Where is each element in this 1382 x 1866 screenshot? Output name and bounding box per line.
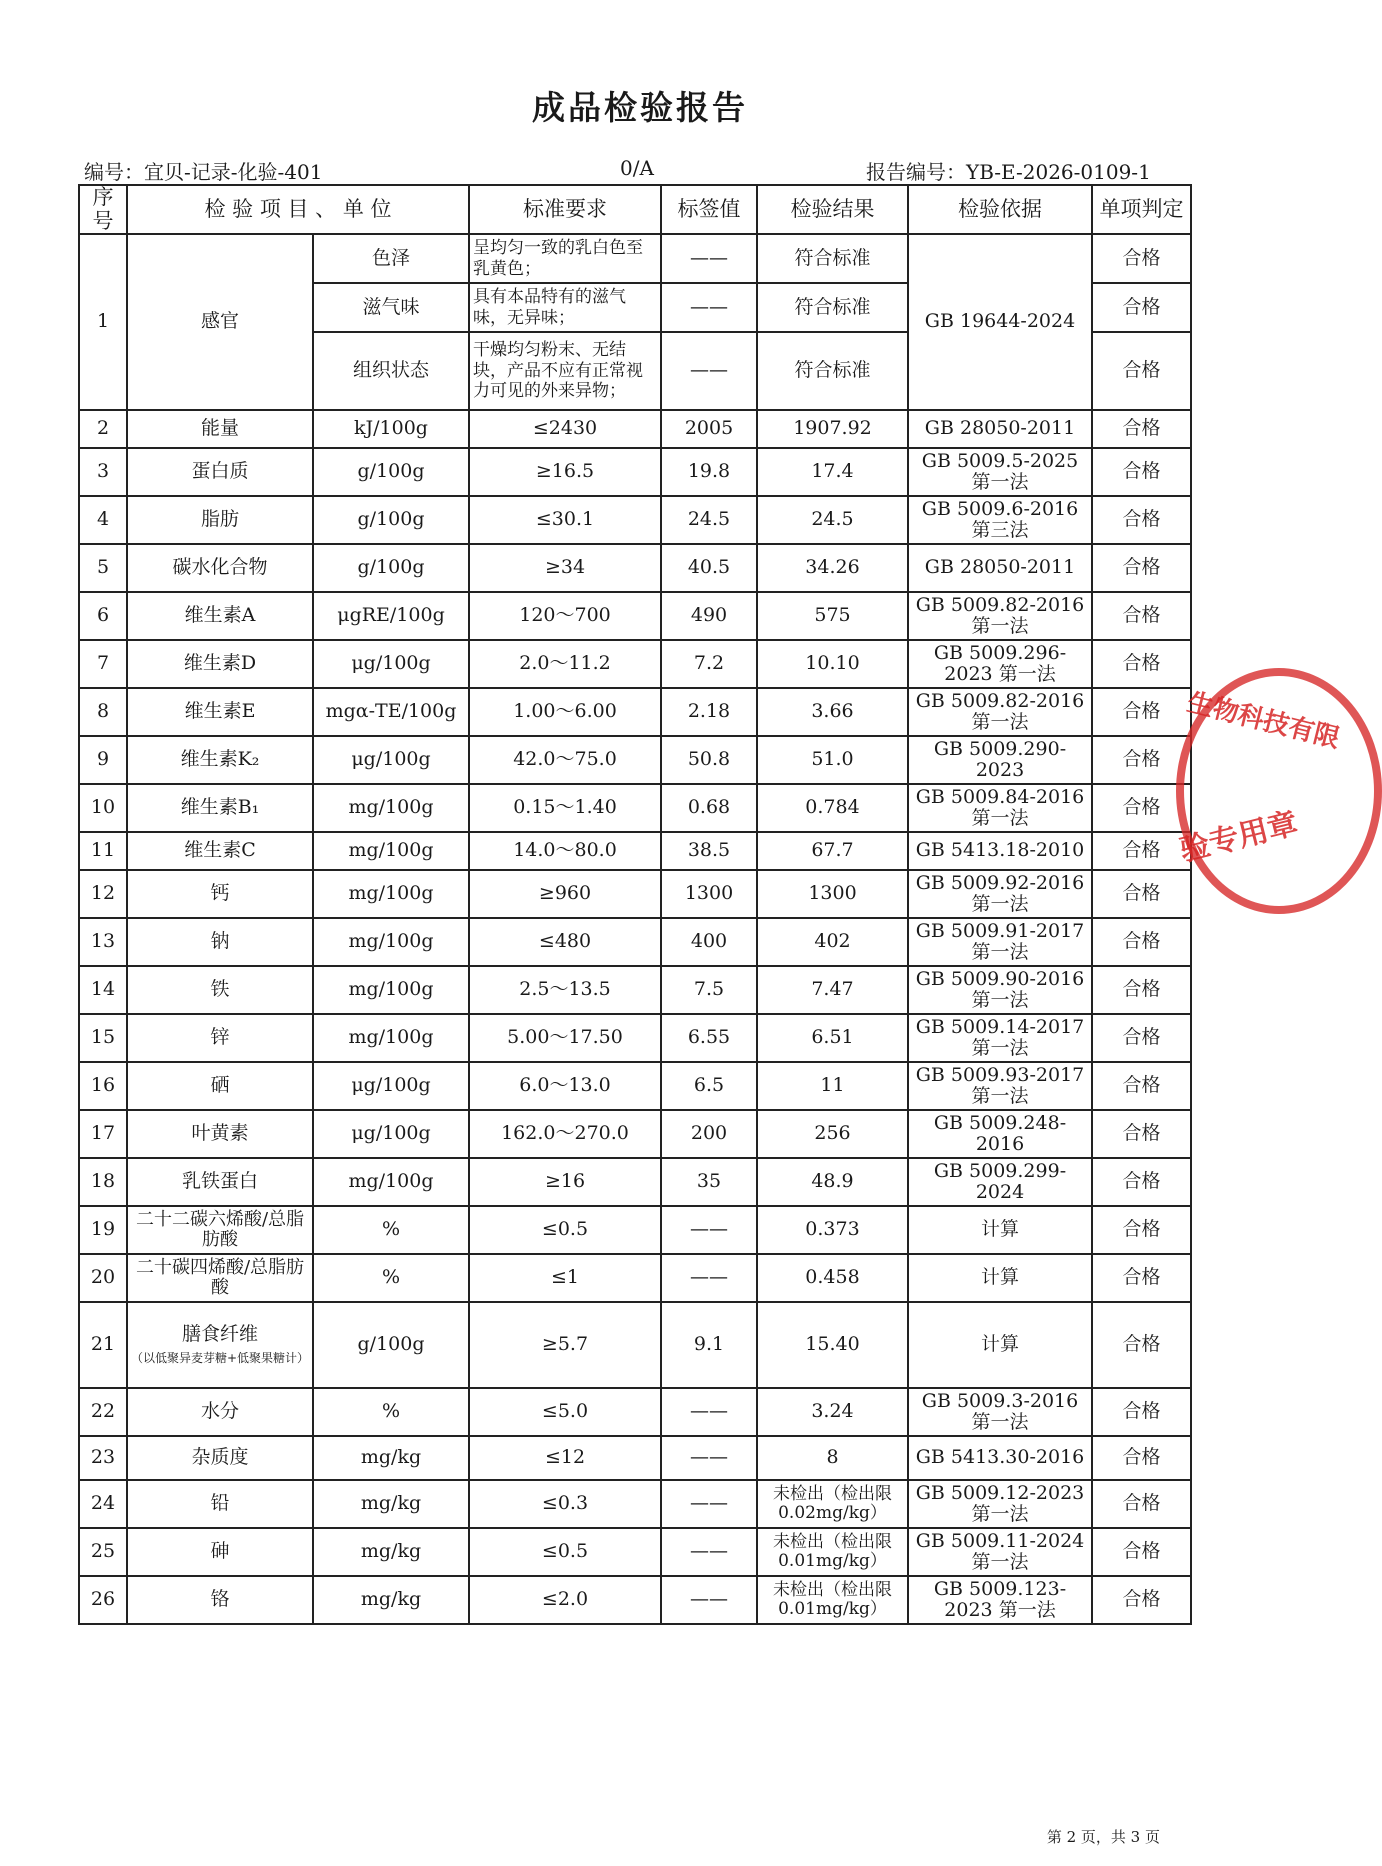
standard-cell: 42.0～75.0 (469, 736, 661, 784)
row-no: 4 (79, 496, 127, 544)
judgement-cell: 合格 (1092, 918, 1191, 966)
item-name: 叶黄素 (127, 1110, 313, 1158)
result-cell: 0.784 (757, 784, 908, 832)
label-cell: —— (661, 1254, 757, 1302)
sub-item: 滋气味 (313, 283, 469, 332)
item-name: 钙 (127, 870, 313, 918)
unit-cell: g/100g (313, 448, 469, 496)
item-name: 铁 (127, 966, 313, 1014)
judgement-cell: 合格 (1092, 332, 1191, 410)
result-cell: 51.0 (757, 736, 908, 784)
header-item: 检 验 项 目 、 单 位 (127, 185, 469, 234)
judgement-cell: 合格 (1092, 1576, 1191, 1624)
item-name: 砷 (127, 1528, 313, 1576)
judgement-cell: 合格 (1092, 832, 1191, 870)
table-header-row (79, 185, 1191, 234)
item-name: 铬 (127, 1576, 313, 1624)
item-name-text: 膳食纤维 (181, 1322, 258, 1345)
judgement-cell: 合格 (1092, 283, 1191, 332)
row-no: 3 (79, 448, 127, 496)
table-row (79, 688, 1191, 736)
table-row (79, 1110, 1191, 1158)
table-row (79, 592, 1191, 640)
judgement-cell: 合格 (1092, 640, 1191, 688)
table-row (79, 1528, 1191, 1576)
row-no: 17 (79, 1110, 127, 1158)
result-cell: 1300 (757, 870, 908, 918)
table-row (79, 1302, 1191, 1388)
row-no: 13 (79, 918, 127, 966)
basis-cell: GB 28050-2011 (908, 410, 1092, 448)
basis-cell: 计算 (908, 1206, 1092, 1254)
label-cell: —— (661, 1436, 757, 1480)
item-name: 维生素B₁ (127, 784, 313, 832)
basis-cell: GB 5009.299-2024 (908, 1158, 1092, 1206)
standard-cell: 0.15～1.40 (469, 784, 661, 832)
header-standard: 标准要求 (469, 185, 661, 234)
result-cell: 34.26 (757, 544, 908, 592)
table-row (79, 1480, 1191, 1528)
report-number: 报告编号：YB-E-2026-0109-1 (866, 160, 1151, 184)
judgement-cell: 合格 (1092, 496, 1191, 544)
unit-cell: μg/100g (313, 1110, 469, 1158)
row-no: 23 (79, 1436, 127, 1480)
header-label-value: 标签值 (661, 185, 757, 234)
item-name: 杂质度 (127, 1436, 313, 1480)
row-no: 9 (79, 736, 127, 784)
result-cell: 575 (757, 592, 908, 640)
table-row (79, 1388, 1191, 1436)
judgement-cell: 合格 (1092, 966, 1191, 1014)
basis-cell: GB 5009.93-2017 第一法 (908, 1062, 1092, 1110)
table-row (79, 736, 1191, 784)
row-no: 6 (79, 592, 127, 640)
item-name: 乳铁蛋白 (127, 1158, 313, 1206)
item-name: 维生素A (127, 592, 313, 640)
row-no: 22 (79, 1388, 127, 1436)
standard-cell: 1.00～6.00 (469, 688, 661, 736)
unit-cell: mg/100g (313, 870, 469, 918)
label-cell: 2005 (661, 410, 757, 448)
table-row (79, 918, 1191, 966)
row-no: 19 (79, 1206, 127, 1254)
header-no: 序号 (79, 185, 127, 234)
basis-cell: GB 5009.91-2017 第一法 (908, 918, 1092, 966)
judgement-cell: 合格 (1092, 592, 1191, 640)
basis-cell: GB 28050-2011 (908, 544, 1092, 592)
header-basis: 检验依据 (908, 185, 1092, 234)
item-name: 铅 (127, 1480, 313, 1528)
item-name: 维生素C (127, 832, 313, 870)
item-name: 二十碳四烯酸/总脂肪酸 (127, 1254, 313, 1302)
label-cell: 1300 (661, 870, 757, 918)
standard-cell: 162.0～270.0 (469, 1110, 661, 1158)
standard-cell: ≤480 (469, 918, 661, 966)
basis-cell: GB 5009.11-2024 第一法 (908, 1528, 1092, 1576)
judgement-cell: 合格 (1092, 1480, 1191, 1528)
standard-cell: ≤2430 (469, 410, 661, 448)
label-cell: —— (661, 1388, 757, 1436)
unit-cell: mg/kg (313, 1436, 469, 1480)
standard-cell: ≤2.0 (469, 1576, 661, 1624)
result-cell: 15.40 (757, 1302, 908, 1388)
item-name: 维生素E (127, 688, 313, 736)
row-no: 5 (79, 544, 127, 592)
page-footer: 第 2 页，共 3 页 (1046, 1828, 1160, 1846)
standard-cell: ≥34 (469, 544, 661, 592)
basis-cell: GB 5009.14-2017 第一法 (908, 1014, 1092, 1062)
basis-cell: GB 5009.290-2023 (908, 736, 1092, 784)
table-row (79, 870, 1191, 918)
basis-cell: GB 5009.6-2016 第三法 (908, 496, 1092, 544)
row-no: 8 (79, 688, 127, 736)
item-name: 维生素D (127, 640, 313, 688)
label-cell: 40.5 (661, 544, 757, 592)
table-row (79, 1014, 1191, 1062)
basis-cell: GB 5009.82-2016 第一法 (908, 592, 1092, 640)
standard-cell: 14.0～80.0 (469, 832, 661, 870)
basis-cell: GB 5009.90-2016 第一法 (908, 966, 1092, 1014)
unit-cell: mgα-TE/100g (313, 688, 469, 736)
seal-text-bottom: 验专用章 (1176, 805, 1302, 869)
unit-cell: mg/100g (313, 832, 469, 870)
basis-cell: GB 19644-2024 (908, 234, 1092, 410)
result-cell: 48.9 (757, 1158, 908, 1206)
result-cell: 未检出（检出限0.02mg/kg） (757, 1480, 908, 1528)
item-name: 硒 (127, 1062, 313, 1110)
item-name: 二十二碳六烯酸/总脂肪酸 (127, 1206, 313, 1254)
label-cell: —— (661, 1528, 757, 1576)
row-no: 18 (79, 1158, 127, 1206)
unit-cell: mg/kg (313, 1480, 469, 1528)
row-no: 26 (79, 1576, 127, 1624)
sub-item: 组织状态 (313, 332, 469, 410)
judgement-cell: 合格 (1092, 448, 1191, 496)
unit-cell: mg/kg (313, 1576, 469, 1624)
row-no: 2 (79, 410, 127, 448)
judgement-cell: 合格 (1092, 1110, 1191, 1158)
standard-cell: ≤0.3 (469, 1480, 661, 1528)
result-cell: 6.51 (757, 1014, 908, 1062)
item-name: 维生素K₂ (127, 736, 313, 784)
unit-cell: μg/100g (313, 1062, 469, 1110)
row-no: 25 (79, 1528, 127, 1576)
table-row (79, 234, 1191, 283)
row-no: 15 (79, 1014, 127, 1062)
table-row (79, 1254, 1191, 1302)
label-cell: 7.5 (661, 966, 757, 1014)
unit-cell: % (313, 1254, 469, 1302)
unit-cell: μg/100g (313, 640, 469, 688)
result-cell: 符合标准 (757, 283, 908, 332)
result-cell: 未检出（检出限0.01mg/kg） (757, 1576, 908, 1624)
basis-cell: GB 5009.248-2016 (908, 1110, 1092, 1158)
unit-cell: mg/100g (313, 1158, 469, 1206)
item-name: 脂肪 (127, 496, 313, 544)
result-cell: 符合标准 (757, 234, 908, 283)
basis-cell: GB 5413.18-2010 (908, 832, 1092, 870)
row-no: 14 (79, 966, 127, 1014)
row-no: 1 (79, 234, 127, 410)
header-judgement: 单项判定 (1092, 185, 1191, 234)
judgement-cell: 合格 (1092, 1062, 1191, 1110)
result-cell: 1907.92 (757, 410, 908, 448)
label-cell: —— (661, 234, 757, 283)
basis-cell: GB 5009.92-2016 第一法 (908, 870, 1092, 918)
sub-item: 色泽 (313, 234, 469, 283)
basis-cell: GB 5009.123-2023 第一法 (908, 1576, 1092, 1624)
judgement-cell: 合格 (1092, 1206, 1191, 1254)
unit-cell: mg/100g (313, 1014, 469, 1062)
item-name: 锌 (127, 1014, 313, 1062)
result-cell: 0.458 (757, 1254, 908, 1302)
standard-cell: ≤12 (469, 1436, 661, 1480)
result-cell: 67.7 (757, 832, 908, 870)
unit-cell: μgRE/100g (313, 592, 469, 640)
unit-cell: mg/100g (313, 966, 469, 1014)
basis-cell: GB 5009.84-2016 第一法 (908, 784, 1092, 832)
item-note: （以低聚异麦芽糖+低聚果糖计） (131, 1350, 310, 1365)
row-no: 10 (79, 784, 127, 832)
judgement-cell: 合格 (1092, 1254, 1191, 1302)
standard-cell: ≤30.1 (469, 496, 661, 544)
standard-cell: 2.0～11.2 (469, 640, 661, 688)
version-label: 0/A (620, 156, 654, 180)
unit-cell: mg/100g (313, 918, 469, 966)
table-row (79, 640, 1191, 688)
header-result: 检验结果 (757, 185, 908, 234)
item-name: 能量 (127, 410, 313, 448)
label-cell: —— (661, 283, 757, 332)
label-cell: —— (661, 1576, 757, 1624)
unit-cell: g/100g (313, 1302, 469, 1388)
basis-cell: GB 5009.296-2023 第一法 (908, 640, 1092, 688)
basis-cell: GB 5009.5-2025 第一法 (908, 448, 1092, 496)
result-cell: 8 (757, 1436, 908, 1480)
standard-cell: 呈均匀一致的乳白色至乳黄色； (469, 234, 661, 283)
table-row (79, 784, 1191, 832)
judgement-cell: 合格 (1092, 1388, 1191, 1436)
table-row (79, 832, 1191, 870)
label-cell: —— (661, 1206, 757, 1254)
result-cell: 0.373 (757, 1206, 908, 1254)
judgement-cell: 合格 (1092, 1436, 1191, 1480)
table-row (79, 1158, 1191, 1206)
result-cell: 402 (757, 918, 908, 966)
result-cell: 未检出（检出限0.01mg/kg） (757, 1528, 908, 1576)
inspection-table (78, 184, 1192, 1625)
row-no: 21 (79, 1302, 127, 1388)
basis-cell: GB 5413.30-2016 (908, 1436, 1092, 1480)
unit-cell: kJ/100g (313, 410, 469, 448)
unit-cell: g/100g (313, 544, 469, 592)
judgement-cell: 合格 (1092, 736, 1191, 784)
judgement-cell: 合格 (1092, 1528, 1191, 1576)
label-cell: 35 (661, 1158, 757, 1206)
label-cell: 400 (661, 918, 757, 966)
item-name: 感官 (127, 234, 313, 410)
label-cell: 2.18 (661, 688, 757, 736)
item-name (127, 1302, 313, 1388)
label-cell: 50.8 (661, 736, 757, 784)
label-cell: 9.1 (661, 1302, 757, 1388)
judgement-cell: 合格 (1092, 410, 1191, 448)
row-no: 16 (79, 1062, 127, 1110)
result-cell: 3.66 (757, 688, 908, 736)
standard-cell: ≥16.5 (469, 448, 661, 496)
item-name: 蛋白质 (127, 448, 313, 496)
standard-cell: ≥5.7 (469, 1302, 661, 1388)
standard-cell: 5.00～17.50 (469, 1014, 661, 1062)
judgement-cell: 合格 (1092, 1158, 1191, 1206)
unit-cell: % (313, 1388, 469, 1436)
standard-cell: 干燥均匀粉末、无结块，产品不应有正常视力可见的外来异物； (469, 332, 661, 410)
table-row (79, 1062, 1191, 1110)
unit-cell: mg/100g (313, 784, 469, 832)
row-no: 12 (79, 870, 127, 918)
item-name: 水分 (127, 1388, 313, 1436)
table-body (79, 234, 1191, 1624)
item-name: 碳水化合物 (127, 544, 313, 592)
label-cell: 490 (661, 592, 757, 640)
table-row (79, 966, 1191, 1014)
item-name: 钠 (127, 918, 313, 966)
result-cell: 7.47 (757, 966, 908, 1014)
label-cell: 0.68 (661, 784, 757, 832)
standard-cell: ≤5.0 (469, 1388, 661, 1436)
judgement-cell: 合格 (1092, 544, 1191, 592)
label-cell: 6.55 (661, 1014, 757, 1062)
judgement-cell: 合格 (1092, 784, 1191, 832)
basis-cell: GB 5009.3-2016 第一法 (908, 1388, 1092, 1436)
result-cell: 17.4 (757, 448, 908, 496)
unit-cell: mg/kg (313, 1528, 469, 1576)
label-cell: —— (661, 1480, 757, 1528)
unit-cell: % (313, 1206, 469, 1254)
basis-cell: 计算 (908, 1254, 1092, 1302)
result-cell: 24.5 (757, 496, 908, 544)
record-code: 编号：宜贝-记录-化验-401 (84, 160, 323, 184)
label-cell: 200 (661, 1110, 757, 1158)
label-cell: 6.5 (661, 1062, 757, 1110)
report-title: 成品检验报告 (532, 88, 748, 127)
result-cell: 10.10 (757, 640, 908, 688)
label-cell: 19.8 (661, 448, 757, 496)
row-no: 20 (79, 1254, 127, 1302)
label-cell: —— (661, 332, 757, 410)
table-row (79, 410, 1191, 448)
basis-cell: GB 5009.12-2023 第一法 (908, 1480, 1092, 1528)
standard-cell: 具有本品特有的滋气味，无异味； (469, 283, 661, 332)
row-no: 11 (79, 832, 127, 870)
unit-cell: g/100g (313, 496, 469, 544)
standard-cell: 120～700 (469, 592, 661, 640)
judgement-cell: 合格 (1092, 1302, 1191, 1388)
unit-cell: μg/100g (313, 736, 469, 784)
standard-cell: 6.0～13.0 (469, 1062, 661, 1110)
result-cell: 符合标准 (757, 332, 908, 410)
standard-cell: 2.5～13.5 (469, 966, 661, 1014)
standard-cell: ≤0.5 (469, 1528, 661, 1576)
basis-cell: 计算 (908, 1302, 1092, 1388)
judgement-cell: 合格 (1092, 688, 1191, 736)
result-cell: 256 (757, 1110, 908, 1158)
table-row (79, 1576, 1191, 1624)
label-cell: 38.5 (661, 832, 757, 870)
judgement-cell: 合格 (1092, 234, 1191, 283)
label-cell: 7.2 (661, 640, 757, 688)
standard-cell: ≥960 (469, 870, 661, 918)
standard-cell: ≤1 (469, 1254, 661, 1302)
row-no: 7 (79, 640, 127, 688)
table-row (79, 1436, 1191, 1480)
standard-cell: ≤0.5 (469, 1206, 661, 1254)
row-no: 24 (79, 1480, 127, 1528)
judgement-cell: 合格 (1092, 1014, 1191, 1062)
result-cell: 11 (757, 1062, 908, 1110)
table-row (79, 448, 1191, 496)
basis-cell: GB 5009.82-2016 第一法 (908, 688, 1092, 736)
standard-cell: ≥16 (469, 1158, 661, 1206)
table-row (79, 544, 1191, 592)
label-cell: 24.5 (661, 496, 757, 544)
seal-text-top: 生物科技有限 (1184, 687, 1343, 755)
result-cell: 3.24 (757, 1388, 908, 1436)
table-row (79, 1206, 1191, 1254)
judgement-cell: 合格 (1092, 870, 1191, 918)
table-row (79, 496, 1191, 544)
